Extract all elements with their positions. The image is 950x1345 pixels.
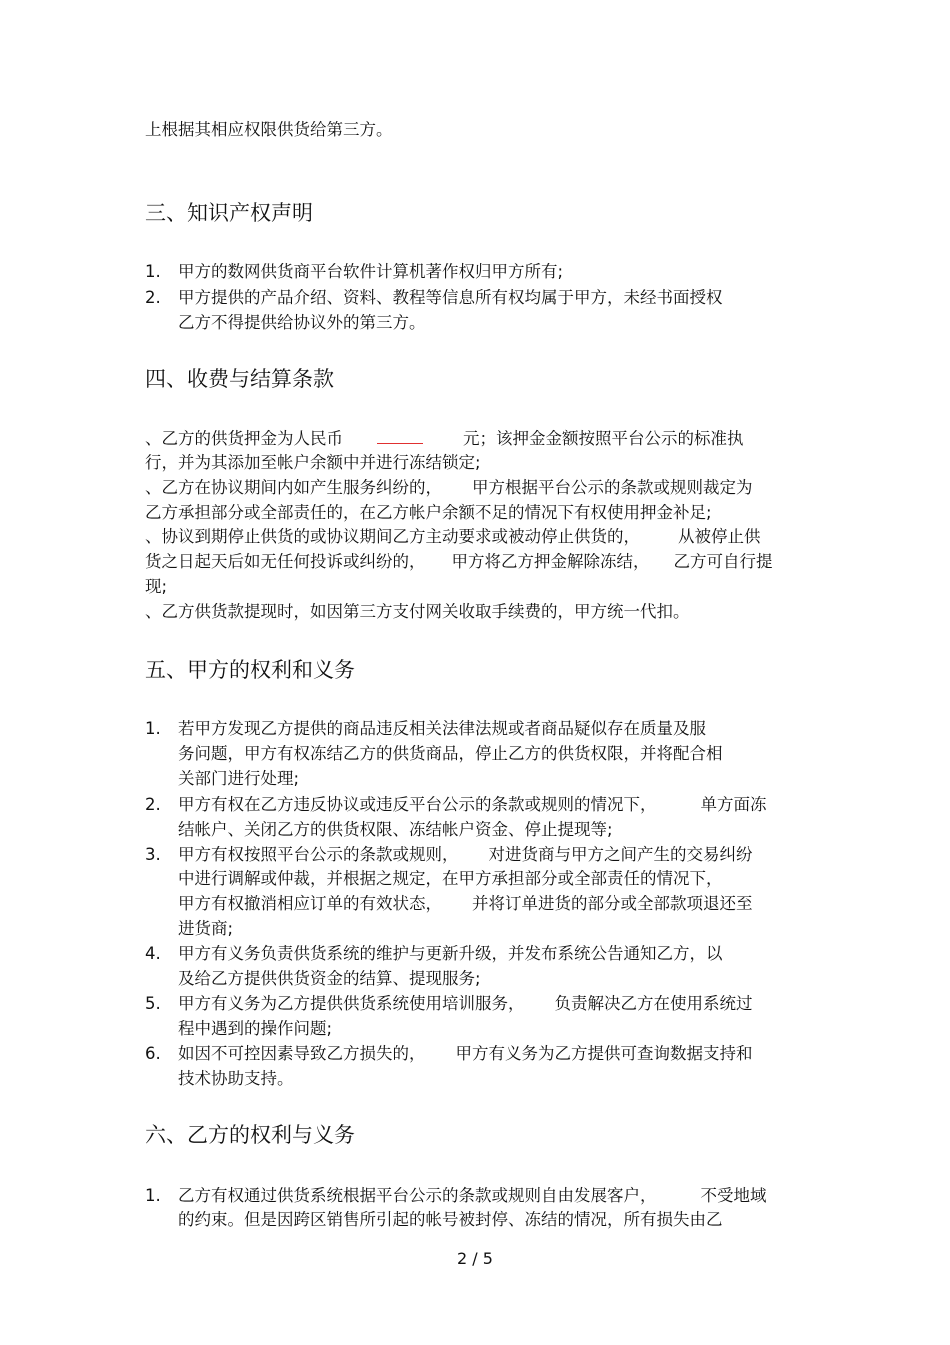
text-segment: 货之日起天后如无任何投诉或纠纷的， (145, 552, 426, 571)
list-item-line: 及给乙方提供供货资金的结算、提现服务; (178, 969, 481, 988)
list-item-line (178, 892, 753, 916)
list-number: 3. (145, 845, 161, 864)
list-item-line (178, 1184, 767, 1208)
list-number: 5. (145, 994, 161, 1013)
text-segment: 从被停止供 (678, 527, 761, 546)
text-segment: 不受地域 (700, 1186, 767, 1205)
text-segment: 、乙方在协议期间内如产生服务纠纷的， (145, 478, 442, 497)
text-segment: 甲方有权按照平台公示的条款或规则， (178, 845, 459, 864)
text-segment: 甲方有义务为乙方提供供货系统使用培训服务， (178, 994, 525, 1013)
list-item-line: 务问题，甲方有权冻结乙方的供货商品，停止乙方的供货权限，并将配合相 (178, 744, 723, 763)
text-segment: 甲方有权撤消相应订单的有效状态， (178, 894, 442, 913)
list-item-line: 技术协助支持。 (178, 1069, 294, 1088)
list-item-line: 甲方提供的产品介绍、资料、教程等信息所有权均属于甲方，未经书面授权 (178, 288, 723, 307)
list-item-line: 乙方不得提供给协议外的第三方。 (178, 313, 426, 332)
list-item-line (178, 793, 767, 817)
text-segment: 、乙方的供货押金为人民币 (145, 429, 343, 448)
list-item-line: 程中遇到的操作问题; (178, 1019, 333, 1038)
list-item-line (178, 992, 753, 1016)
list-item-line: 中进行调解或仲裁，并根据之规定，在甲方承担部分或全部责任的情况下， (178, 869, 723, 888)
list-item-line (178, 843, 753, 867)
list-item-line: 关部门进行处理; (178, 769, 300, 788)
list-item-line: 甲方的数网供货商平台软件计算机著作权归甲方所有; (178, 262, 564, 281)
section-heading-6: 六、乙方的权利与义务 (145, 1123, 355, 1147)
text-segment: 甲方有权在乙方违反协议或违反平台公示的条款或规则的情况下， (178, 795, 657, 814)
list-item-line: 甲方有义务负责供货系统的维护与更新升级，并发布系统公告通知乙方，以 (178, 944, 723, 963)
list-number: 1. (145, 1186, 161, 1205)
text-segment: 对进货商与甲方之间产生的交易纠纷 (488, 845, 753, 864)
text-segment: 负责解决乙方在使用系统过 (554, 994, 753, 1013)
paragraph-line (145, 427, 744, 451)
paragraph-line (145, 550, 773, 574)
section-heading-5: 五、甲方的权利和义务 (145, 658, 355, 682)
list-item-line: 结帐户、关闭乙方的供货权限、冻结帐户资金、停止提现等; (178, 820, 613, 839)
list-number: 6. (145, 1044, 161, 1063)
text-segment: 单方面冻 (700, 795, 767, 814)
text-segment: 如因不可控因素导致乙方损失的， (178, 1044, 426, 1063)
text-segment: 元；该押金金额按照平台公示的标准执 (463, 429, 744, 448)
paragraph-line: 、乙方供货款提现时，如因第三方支付网关收取手续费的，甲方统一代扣。 (145, 602, 690, 621)
list-item-line (178, 1042, 753, 1066)
paragraph-line (145, 525, 761, 549)
paragraph-line: 乙方承担部分或全部责任的，在乙方帐户余额不足的情况下有权使用押金补足; (145, 503, 712, 522)
paragraph-line (145, 476, 753, 500)
paragraph-line: 现; (145, 577, 168, 596)
text-segment: 甲方将乙方押金解除冻结， (451, 552, 650, 571)
text-segment: 乙方可自行提 (673, 552, 773, 571)
paragraph-line: 行，并为其添加至帐户余额中并进行冻结锁定; (145, 453, 481, 472)
text-segment: 、协议到期停止供货的或协议期间乙方主动要求或被动停止供货的， (145, 527, 640, 546)
text-segment: 乙方有权通过供货系统根据平台公示的条款或规则自由发展客户， (178, 1186, 657, 1205)
amount-blank (377, 429, 423, 444)
list-item-line: 的约束。但是因跨区销售所引起的帐号被封停、冻结的情况，所有损失由乙 (178, 1210, 723, 1229)
section-heading-4: 四、收费与结算条款 (145, 367, 334, 391)
page-number: 2 / 5 (457, 1249, 493, 1268)
list-item-line: 进货商; (178, 919, 234, 938)
text-segment: 并将订单进货的部分或全部款项退还至 (472, 894, 753, 913)
list-item-line: 若甲方发现乙方提供的商品违反相关法律法规或者商品疑似存在质量及服 (178, 719, 706, 738)
text-segment: 甲方有义务为乙方提供可查询数据支持和 (455, 1044, 753, 1063)
text-segment: 甲方根据平台公示的条款或规则裁定为 (472, 478, 753, 497)
section-heading-3: 三、知识产权声明 (145, 201, 313, 225)
list-number: 4. (145, 944, 161, 963)
list-number: 2. (145, 288, 161, 307)
list-number: 2. (145, 795, 161, 814)
list-number: 1. (145, 719, 161, 738)
list-number: 1. (145, 262, 161, 281)
paragraph-line: 上根据其相应权限供货给第三方。 (145, 120, 393, 139)
